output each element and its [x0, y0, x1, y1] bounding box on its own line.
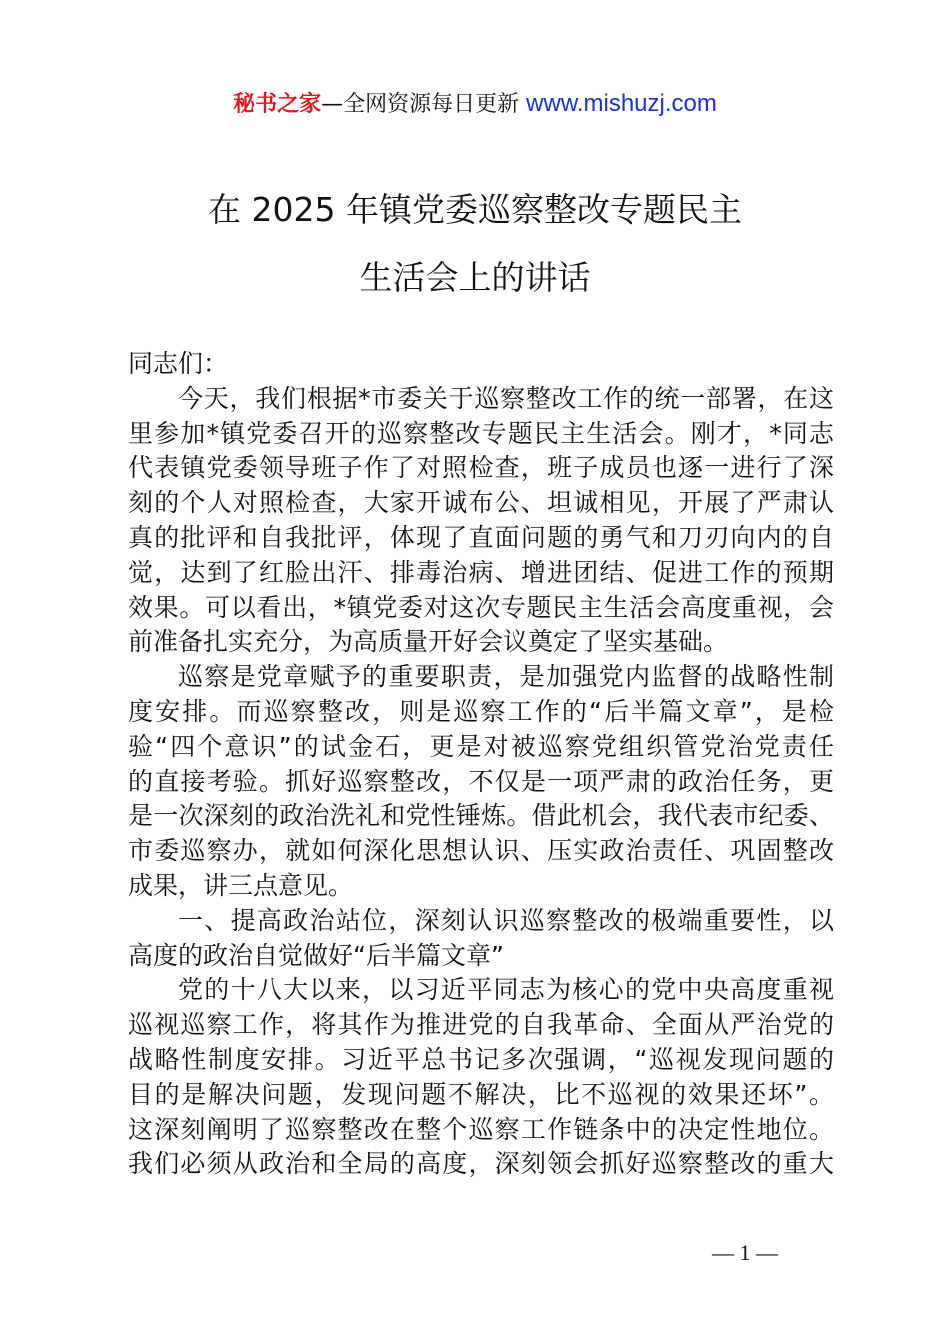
text-line: 前准备扎实充分，为高质量开好会议奠定了坚实基础。	[128, 627, 729, 657]
brand-name: 秘书之家	[233, 92, 322, 117]
text-line: 一、提高政治站位，深刻认识巡察整改的极端重要性，以	[178, 905, 834, 935]
text-line: 代表镇党委领导班子作了对照检查，班子成员也逐一进行了深	[128, 453, 834, 483]
text-line: 战略性制度安排。习近平总书记多次强调，“巡视发现问题的	[128, 1044, 834, 1074]
text-line: 巡视巡察工作，将其作为推进党的自我革命、全面从严治党的	[128, 1010, 834, 1040]
document-body	[128, 347, 834, 1182]
header-tagline: —全网资源每日更新	[321, 92, 527, 117]
document-title-line-1: 在 2025 年镇党委巡察整改专题民主	[208, 190, 742, 229]
site-url-link[interactable]: www.mishuzj.com	[526, 90, 717, 117]
text-line: 度安排。而巡察整改，则是巡察工作的“后半篇文章”，是检	[128, 696, 834, 726]
text-line: 目的是解决问题，发现问题不解决，比不巡视的效果还坏”。	[128, 1079, 834, 1109]
text-line: 里参加*镇党委召开的巡察整改专题民主生活会。刚才，*同志	[128, 418, 834, 448]
text-line: 是一次深刻的政治洗礼和党性锤炼。借此机会，我代表市纪委、	[128, 801, 834, 831]
text-line: 刻的个人对照检查，大家开诚布公、坦诚相见，开展了严肃认	[128, 488, 834, 518]
page-number: — 1 —	[712, 1240, 778, 1265]
text-line: 市委巡察办，就如何深化思想认识、压实政治责任、巩固整改	[128, 836, 834, 866]
text-line: 党的十八大以来，以习近平同志为核心的党中央高度重视	[178, 975, 834, 1005]
text-line: 验“四个意识”的试金石，更是对被巡察党组织管党治党责任	[128, 731, 834, 761]
text-line: 成果，讲三点意见。	[128, 870, 354, 900]
text-line: 这深刻阐明了巡察整改在整个巡察工作链条中的决定性地位。	[128, 1114, 834, 1144]
document-title-line-2: 生活会上的讲话	[359, 258, 591, 297]
site-header	[0, 88, 950, 121]
text-line: 巡察是党章赋予的重要职责，是加强党内监督的战略性制	[178, 662, 834, 692]
text-line: 的直接考验。抓好巡察整改，不仅是一项严肃的政治任务，更	[128, 766, 834, 796]
text-line: 高度的政治自觉做好“后半篇文章”	[128, 940, 504, 970]
text-line: 今天，我们根据*市委关于巡察整改工作的统一部署，在这	[178, 383, 834, 413]
text-line: 觉，达到了红脸出汗、排毒治病、增进团结、促进工作的预期	[128, 557, 834, 587]
text-line: 真的批评和自我批评，体现了直面问题的勇气和刀刃向内的自	[128, 522, 834, 552]
text-line: 效果。可以看出，*镇党委对这次专题民主生活会高度重视，会	[128, 592, 834, 622]
text-line: 我们必须从政治和全局的高度，深刻领会抓好巡察整改的重大	[128, 1149, 834, 1179]
text-line: 同志们：	[128, 349, 229, 378]
